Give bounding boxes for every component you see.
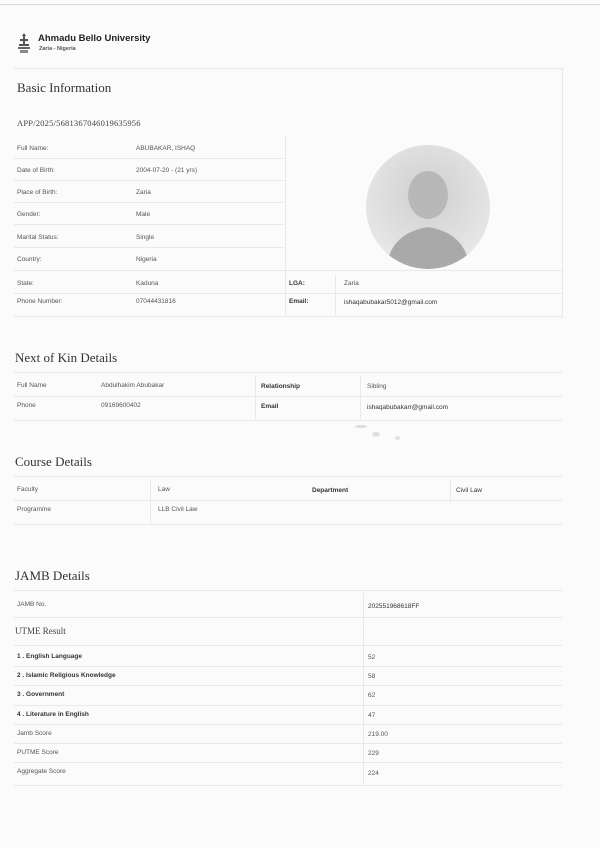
row-divider: [14, 247, 284, 248]
utme-subject-score: 62: [368, 692, 376, 699]
programme-value: LLB Civil Law: [158, 506, 198, 513]
divider: [14, 476, 562, 477]
row-divider: [14, 762, 562, 763]
putme-score-label: PUTME Score: [17, 749, 59, 756]
jamb-no-value: 202551968618FF: [368, 603, 420, 610]
utme-subject-score: 52: [368, 654, 376, 661]
divider: [150, 479, 151, 524]
divider: [255, 375, 256, 420]
utme-subject-score: 58: [368, 673, 376, 680]
utme-subject-label: 1 . English Language: [17, 653, 83, 660]
state-value: Kaduna: [136, 280, 159, 287]
row-divider: [14, 743, 562, 744]
row-divider: [14, 645, 562, 646]
state-label: State:: [17, 280, 34, 287]
gender-label: Gender:: [17, 211, 41, 218]
row-divider: [14, 224, 284, 225]
row-divider: [14, 705, 562, 706]
next-of-kin-title: Next of Kin Details: [15, 350, 118, 365]
divider: [360, 375, 361, 420]
top-border: [0, 4, 600, 5]
kin-email-label: Email: [261, 403, 279, 410]
kin-email-value: ishaqabubakarr@gmail.com: [367, 404, 449, 411]
row-divider: [14, 420, 562, 421]
utme-subject-label: 2 . Islamic Religious Knowledge: [17, 672, 116, 679]
kin-phone-label: Phone: [17, 402, 36, 409]
person-silhouette-icon: [366, 145, 490, 269]
row-divider: [14, 202, 284, 203]
scan-speck: [395, 436, 400, 440]
email-value: ishaqabubakar5012@gmail.com: [344, 299, 438, 306]
row-divider: [14, 785, 562, 786]
row-divider: [14, 666, 562, 667]
university-location: Zaria - Nigeria: [39, 46, 76, 52]
place-of-birth-value: Zaria: [136, 189, 151, 196]
row-divider: [14, 724, 562, 725]
kin-relationship-label: Relationship: [261, 383, 301, 390]
divider: [363, 593, 364, 785]
email-label: Email:: [289, 298, 309, 305]
kin-full-name-label: Full Name: [17, 382, 47, 389]
row-divider: [14, 270, 562, 271]
kin-full-name-value: Abdulhakim Abubakar: [101, 382, 165, 389]
utme-subject-label: 4 . Literature in English: [17, 711, 89, 718]
jamb-score-value: 219.00: [368, 731, 388, 738]
place-of-birth-label: Place of Birth:: [17, 189, 58, 196]
full-name-value: ABUBAKAR, ISHAQ: [136, 145, 196, 152]
utme-result-title: UTME Result: [15, 626, 66, 636]
marital-status-value: Single: [136, 234, 155, 241]
phone-value: 07044431816: [136, 298, 176, 305]
application-number: APP/2025/5681367046019635956: [17, 118, 141, 128]
applicant-photo: [366, 145, 490, 269]
basic-info-title: Basic Information: [17, 80, 112, 95]
dob-value: 2004-07-20 - (21 yrs): [136, 167, 198, 174]
course-details-title: Course Details: [15, 454, 92, 469]
marital-status-label: Marital Status:: [17, 234, 59, 241]
jamb-no-label: JAMB No.: [17, 601, 47, 608]
row-divider: [14, 396, 562, 397]
lga-value: Zaria: [344, 280, 359, 287]
university-name: Ahmadu Bello University: [38, 33, 151, 44]
full-name-label: Full Name:: [17, 145, 49, 152]
putme-score-value: 229: [368, 750, 379, 757]
utme-subject-score: 47: [368, 712, 376, 719]
aggregate-score-value: 224: [368, 770, 379, 777]
divider: [562, 68, 563, 318]
row-divider: [14, 685, 562, 686]
jamb-score-label: Jamb Score: [17, 730, 52, 737]
kin-relationship-value: Sibling: [367, 383, 387, 390]
programme-label: Programme: [17, 506, 51, 513]
row-divider: [14, 524, 562, 525]
faculty-value: Law: [158, 486, 170, 493]
row-divider: [14, 180, 284, 181]
country-value: Nigeria: [136, 256, 157, 263]
aggregate-score-label: Aggregate Score: [17, 768, 66, 775]
department-value: Civil Law: [456, 487, 483, 494]
dob-label: Date of Birth:: [17, 167, 55, 174]
scan-speck: [355, 425, 367, 428]
gender-value: Male: [136, 211, 151, 218]
divider: [285, 135, 286, 315]
row-divider: [14, 316, 562, 317]
department-label: Department: [312, 487, 349, 494]
lga-label: LGA:: [289, 280, 305, 287]
faculty-label: Faculty: [17, 486, 38, 493]
row-divider: [14, 158, 284, 159]
divider: [14, 372, 562, 373]
divider: [14, 68, 564, 69]
row-divider: [14, 293, 562, 294]
row-divider: [14, 500, 562, 501]
country-label: Country:: [17, 256, 42, 263]
phone-label: Phone Number:: [17, 298, 63, 305]
utme-subject-label: 3 . Government: [17, 691, 65, 698]
divider: [335, 275, 336, 315]
kin-phone-value: 09169600402: [101, 402, 141, 409]
university-logo-icon: [17, 32, 31, 54]
row-divider: [14, 617, 562, 618]
jamb-details-title: JAMB Details: [15, 568, 90, 583]
scan-speck: [372, 432, 380, 437]
divider: [14, 590, 562, 591]
